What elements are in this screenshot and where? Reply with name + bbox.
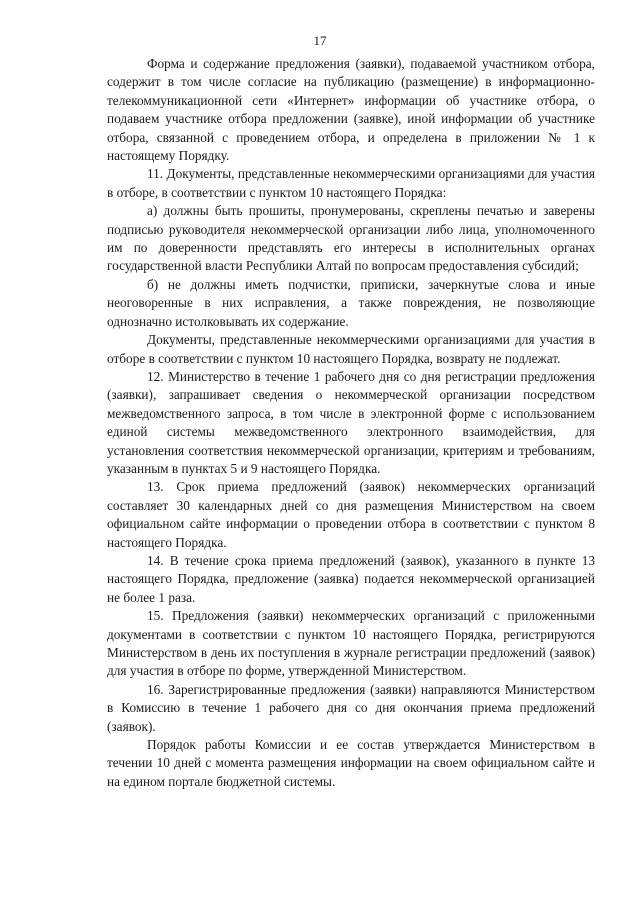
page-number: 17 xyxy=(313,33,327,48)
paragraph-item-16: 16. Зарегистрированные предложения (заявки) направляются Министерством в Комиссию в течение 1 рабочего дня со дня окончания приема предложений (заявок). xyxy=(107,681,595,734)
document-body xyxy=(107,55,595,791)
paragraph-item-11-a: а) должны быть прошиты, пронумерованы, скреплены печатью и заверены подписью руководителя некоммерческой организации либо лица, уполномоченного им по доверенности представлять его интересы в исполнительных органах государственной власти Республики Алтай по вопросам предоставления субсидий; xyxy=(107,203,595,274)
paragraph-item-14: 14. В течение срока приема предложений (заявок), указанного в пункте 13 настоящего Порядка, предложение (заявка) подается некоммерческой организацией не более 1 раза. xyxy=(107,552,595,605)
paragraph-documents-not-returned: Документы, представленные некоммерческими организациями для участия в отборе в соответствии с пунктом 10 настоящего Порядка, возврату не подлежат. xyxy=(107,332,595,366)
paragraph-item-15: 15. Предложения (заявки) некоммерческих организаций с приложенными документами в соответствии с пунктом 10 настоящего Порядка, регистрируются Министерством в день их поступления в журнале регистрации предложений (заявок) для участия в отборе по форме, утвержденной Министерством. xyxy=(107,608,595,679)
paragraph-item-13: 13. Срок приема предложений (заявок) некоммерческих организаций составляет 30 календарных дней со дня размещения Министерством на своем официальном сайте информации о проведении отбора в соответствии с пунктом 8 настоящего Порядка. xyxy=(107,479,595,550)
paragraph-application-form: Форма и содержание предложения (заявки), подаваемой участником отбора, содержит в том числе согласие на публикацию (размещение) в информационно-телекоммуникационной сети «Интернет» информации об участнике отбора, о подаваем участнике отбора предложении (заявке), иной информации об участнике отбора, связанной с проведением отбора, и определена в приложении № 1 к настоящему Порядку. xyxy=(107,56,595,164)
paragraph-item-11-b: б) не должны иметь подчистки, приписки, зачеркнутые слова и иные неоговоренные в них исправления, а также повреждения, не позволяющие однозначно истолковывать их содержание. xyxy=(107,276,595,329)
paragraph-item-12: 12. Министерство в течение 1 рабочего дня со дня регистрации предложения (заявки), запрашивает сведения о некоммерческой организации посредством межведомственного запроса, в том числе в электронной форме с использованием единой системы межведомственного электронного взаимодействия, для установления соответствия некоммерческой организации, критериям и требованиям, указанным в пунктах 5 и 9 настоящего Порядка. xyxy=(107,368,595,476)
paragraph-item-11: 11. Документы, представленные некоммерческими организациями для участия в отборе, в соответствии с пунктом 10 настоящего Порядка: xyxy=(107,166,595,200)
paragraph-commission-procedure: Порядок работы Комиссии и ее состав утверждается Министерством в течении 10 дней с момента размещения информации на своем официальном сайте и на едином портале бюджетной системы. xyxy=(107,737,595,789)
